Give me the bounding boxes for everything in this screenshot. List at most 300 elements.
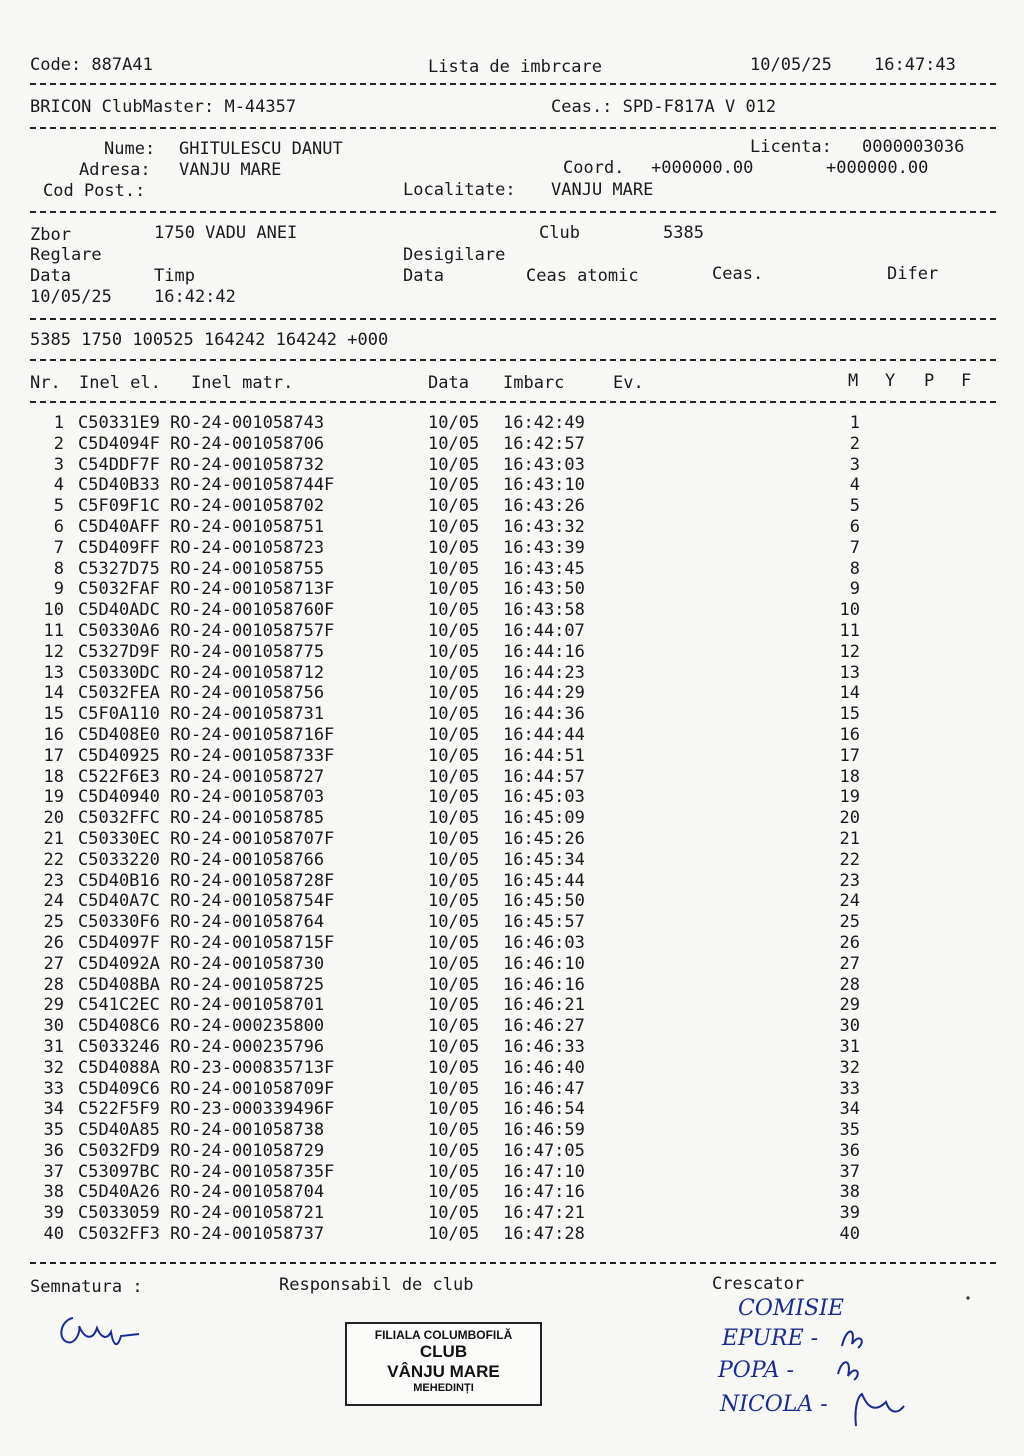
row-data: 10/05	[428, 1161, 480, 1182]
row-m: 21	[839, 828, 860, 849]
row-imbarc: 16:46:33	[503, 1036, 585, 1057]
row-inel-el: C50330F6 RO	[78, 912, 191, 933]
localitate-value: VANJU MARE	[551, 180, 654, 200]
table-row	[30, 704, 996, 725]
table-row	[30, 725, 996, 746]
table-row	[30, 621, 996, 642]
row-data: 10/05	[428, 516, 480, 537]
row-nr: 12	[43, 641, 64, 662]
row-data: 10/05	[428, 1203, 480, 1224]
row-inel-matr: -24-001058730	[191, 953, 325, 974]
coord-x: +000000.00	[651, 158, 754, 178]
row-data: 10/05	[428, 808, 480, 829]
row-imbarc: 16:44:23	[503, 662, 585, 683]
row-nr: 25	[43, 912, 64, 933]
row-inel-el: C50330A6 RO	[78, 620, 191, 641]
col-data: Data	[428, 373, 469, 393]
row-inel-matr: -24-001058707F	[191, 828, 335, 849]
row-data: 10/05	[428, 620, 480, 641]
timp-label: Timp	[154, 266, 195, 286]
row-m: 26	[839, 932, 860, 953]
row-inel-matr: -24-001058727	[191, 766, 325, 787]
difer-label: Difer	[887, 264, 939, 284]
row-nr: 27	[43, 953, 64, 974]
row-inel-matr: -24-001058716F	[191, 724, 335, 745]
row-m: 15	[839, 704, 860, 725]
header-time: 16:47:43	[874, 55, 956, 75]
row-m: 11	[839, 620, 860, 641]
row-m: 6	[849, 516, 860, 537]
row-m: 8	[849, 558, 860, 579]
row-m: 14	[839, 683, 860, 704]
table-row	[30, 912, 996, 933]
signature-scribble	[55, 1310, 145, 1355]
table-row	[30, 1203, 996, 1224]
separator	[30, 318, 996, 320]
row-data: 10/05	[428, 683, 480, 704]
row-nr: 14	[43, 683, 64, 704]
row-inel-el: C5D40A7C RO	[78, 891, 191, 912]
row-imbarc: 16:44:07	[503, 620, 585, 641]
row-nr: 30	[43, 1016, 64, 1037]
row-data: 10/05	[428, 828, 480, 849]
col-inel-matr: Inel matr.	[191, 373, 294, 393]
row-inel-matr: -24-001058733F	[191, 745, 335, 766]
row-imbarc: 16:43:58	[503, 600, 585, 621]
row-m: 13	[839, 662, 860, 683]
row-imbarc: 16:42:49	[503, 413, 585, 433]
row-imbarc: 16:43:10	[503, 475, 585, 496]
row-imbarc: 16:45:44	[503, 870, 585, 891]
row-nr: 31	[43, 1036, 64, 1057]
row-inel-matr: -24-001058775	[191, 641, 325, 662]
row-inel-el: C5D4097F RO	[78, 932, 191, 953]
reglare-data: 10/05/25	[30, 287, 112, 307]
table-row	[30, 746, 996, 767]
row-nr: 16	[43, 724, 64, 745]
row-data: 10/05	[428, 870, 480, 891]
row-m: 3	[849, 454, 860, 475]
adresa-value: VANJU MARE	[179, 160, 282, 180]
row-imbarc: 16:47:05	[503, 1140, 585, 1161]
table-row	[30, 434, 996, 455]
row-imbarc: 16:43:32	[503, 516, 585, 537]
row-data: 10/05	[428, 475, 480, 496]
row-inel-el: C5033059 RO	[78, 1203, 191, 1224]
row-m: 25	[839, 912, 860, 933]
row-data: 10/05	[428, 891, 480, 912]
table-row	[30, 600, 996, 621]
row-nr: 33	[43, 1078, 64, 1099]
separator	[30, 211, 996, 213]
row-inel-matr: -24-001058712	[191, 662, 325, 683]
row-inel-el: C5F09F1C RO	[78, 496, 191, 517]
row-m: 20	[839, 808, 860, 829]
row-inel-el: C5D40940 RO	[78, 787, 191, 808]
row-data: 10/05	[428, 1057, 480, 1078]
data-label: Data	[30, 266, 71, 286]
row-imbarc: 16:43:03	[503, 454, 585, 475]
row-inel-el: C53097BC RO	[78, 1161, 191, 1182]
coord-y: +000000.00	[826, 158, 929, 178]
table-row	[30, 1224, 996, 1245]
row-inel-el: C50331E9 RO	[78, 413, 191, 433]
row-inel-matr: -24-001058715F	[191, 932, 335, 953]
row-nr: 34	[43, 1099, 64, 1120]
col-y: Y	[885, 371, 896, 391]
row-imbarc: 16:45:03	[503, 787, 585, 808]
row-imbarc: 16:47:16	[503, 1182, 585, 1203]
row-inel-matr: -24-001058744F	[191, 475, 335, 496]
table-row	[30, 455, 996, 476]
row-inel-matr: -24-001058766	[191, 849, 325, 870]
row-m: 5	[849, 496, 860, 517]
row-data: 10/05	[428, 1140, 480, 1161]
row-m: 27	[839, 953, 860, 974]
row-imbarc: 16:46:47	[503, 1078, 585, 1099]
row-inel-matr: -23-000835713F	[191, 1057, 335, 1078]
row-nr: 21	[43, 828, 64, 849]
row-inel-matr: -24-001058757F	[191, 620, 335, 641]
club-label: Club	[539, 223, 580, 243]
row-imbarc: 16:44:16	[503, 641, 585, 662]
row-data: 10/05	[428, 724, 480, 745]
handwritten-popa: POPA -	[718, 1358, 794, 1383]
row-inel-el: C522F6E3 RO	[78, 766, 191, 787]
localitate-label: Localitate:	[403, 180, 516, 200]
row-inel-matr: -24-001058702	[191, 496, 325, 517]
row-nr: 4	[53, 475, 64, 496]
row-data: 10/05	[428, 558, 480, 579]
reglare-label: Reglare	[30, 245, 102, 265]
row-data: 10/05	[428, 932, 480, 953]
row-imbarc: 16:44:44	[503, 724, 585, 745]
row-data: 10/05	[428, 433, 480, 454]
row-data: 10/05	[428, 995, 480, 1016]
row-inel-el: C5D408C6 RO	[78, 1016, 191, 1037]
row-imbarc: 16:45:26	[503, 828, 585, 849]
table-row	[30, 642, 996, 663]
row-inel-matr: -24-001058709F	[191, 1078, 335, 1099]
col-f: F	[961, 371, 972, 391]
row-nr: 32	[43, 1057, 64, 1078]
row-m: 19	[839, 787, 860, 808]
row-inel-matr: -24-001058701	[191, 995, 325, 1016]
row-data: 10/05	[428, 704, 480, 725]
row-inel-el: C5033220 RO	[78, 849, 191, 870]
row-data: 10/05	[428, 1078, 480, 1099]
col-m: M	[848, 371, 859, 391]
code-label: Code: 887A41	[30, 55, 153, 75]
row-imbarc: 16:44:36	[503, 704, 585, 725]
row-inel-matr: -24-001058756	[191, 683, 325, 704]
zbor-value: 1750 VADU ANEI	[154, 223, 298, 243]
row-inel-matr: -24-001058751	[191, 516, 325, 537]
row-nr: 24	[43, 891, 64, 912]
arrival-list	[30, 413, 996, 1245]
row-data: 10/05	[428, 1016, 480, 1037]
row-m: 4	[849, 475, 860, 496]
row-nr: 23	[43, 870, 64, 891]
row-nr: 40	[43, 1224, 64, 1245]
row-inel-el: C5032FEA RO	[78, 683, 191, 704]
row-inel-matr: -23-000339496F	[191, 1099, 335, 1120]
adresa-label: Adresa:	[79, 160, 151, 180]
row-inel-matr: -24-001058723	[191, 537, 325, 558]
row-inel-matr: -24-001058785	[191, 808, 325, 829]
row-imbarc: 16:46:54	[503, 1099, 585, 1120]
table-row	[30, 559, 996, 580]
row-data: 10/05	[428, 1036, 480, 1057]
row-inel-matr: -24-001058706	[191, 433, 325, 454]
club-value: 5385	[663, 223, 704, 243]
row-inel-matr: -24-000235796	[191, 1036, 325, 1057]
row-imbarc: 16:46:27	[503, 1016, 585, 1037]
table-row	[30, 683, 996, 704]
row-m: 40	[839, 1224, 860, 1245]
row-nr: 3	[53, 454, 64, 475]
ceas-atomic-label: Ceas atomic	[526, 266, 639, 286]
row-imbarc: 16:44:29	[503, 683, 585, 704]
row-nr: 29	[43, 995, 64, 1016]
row-inel-matr: -24-001058731	[191, 704, 325, 725]
row-nr: 9	[53, 579, 64, 600]
table-row	[30, 579, 996, 600]
row-nr: 37	[43, 1161, 64, 1182]
row-data: 10/05	[428, 974, 480, 995]
row-inel-el: C5D408E0 RO	[78, 724, 191, 745]
row-inel-el: C522F5F9 RO	[78, 1099, 191, 1120]
row-m: 35	[839, 1120, 860, 1141]
col-nr: Nr.	[30, 373, 61, 393]
row-imbarc: 16:45:34	[503, 849, 585, 870]
row-data: 10/05	[428, 766, 480, 787]
row-nr: 35	[43, 1120, 64, 1141]
row-inel-el: C5F0A110 RO	[78, 704, 191, 725]
row-data: 10/05	[428, 1224, 480, 1245]
club-stamp	[345, 1322, 542, 1406]
row-imbarc: 16:43:26	[503, 496, 585, 517]
row-data: 10/05	[428, 537, 480, 558]
row-imbarc: 16:46:59	[503, 1120, 585, 1141]
row-imbarc: 16:46:40	[503, 1057, 585, 1078]
row-imbarc: 16:45:57	[503, 912, 585, 933]
table-row	[30, 1120, 996, 1141]
col-inel-el: Inel el.	[79, 373, 161, 393]
handwritten-epure: EPURE -	[722, 1326, 819, 1351]
row-inel-el: C5D409FF RO	[78, 537, 191, 558]
row-m: 16	[839, 724, 860, 745]
row-inel-matr: -24-001058713F	[191, 579, 335, 600]
table-row	[30, 413, 996, 434]
row-m: 10	[839, 600, 860, 621]
row-m: 32	[839, 1057, 860, 1078]
table-row	[30, 808, 996, 829]
row-nr: 26	[43, 932, 64, 953]
row-imbarc: 16:43:45	[503, 558, 585, 579]
row-imbarc: 16:44:51	[503, 745, 585, 766]
row-nr: 20	[43, 808, 64, 829]
row-nr: 28	[43, 974, 64, 995]
licenta-label: Licenta:	[750, 137, 832, 157]
row-nr: 8	[53, 558, 64, 579]
row-imbarc: 16:45:50	[503, 891, 585, 912]
row-data: 10/05	[428, 1120, 480, 1141]
col-p: P	[924, 371, 935, 391]
table-row	[30, 787, 996, 808]
row-inel-el: C5327D75 RO	[78, 558, 191, 579]
row-inel-el: C5D4088A RO	[78, 1057, 191, 1078]
row-nr: 5	[53, 496, 64, 517]
row-data: 10/05	[428, 662, 480, 683]
row-inel-matr: -24-001058735F	[191, 1161, 335, 1182]
row-inel-matr: -24-001058754F	[191, 891, 335, 912]
row-nr: 13	[43, 662, 64, 683]
table-row	[30, 1099, 996, 1120]
row-nr: 1	[53, 413, 64, 433]
row-nr: 36	[43, 1140, 64, 1161]
handwritten-comisie: COMISIE	[738, 1296, 844, 1321]
row-inel-matr: -24-001058703	[191, 787, 325, 808]
crescator-label: Crescator	[712, 1274, 805, 1294]
col-ev: Ev.	[613, 373, 644, 393]
row-inel-el: C50330DC RO	[78, 662, 191, 683]
table-row	[30, 475, 996, 496]
row-inel-el: C5D409C6 RO	[78, 1078, 191, 1099]
row-inel-el: C50330EC RO	[78, 828, 191, 849]
separator	[30, 1262, 996, 1264]
clock-id: Ceas.: SPD-F817A V 012	[551, 97, 777, 117]
row-m: 39	[839, 1203, 860, 1224]
row-data: 10/05	[428, 579, 480, 600]
row-nr: 39	[43, 1203, 64, 1224]
row-data: 10/05	[428, 413, 480, 433]
row-imbarc: 16:47:21	[503, 1203, 585, 1224]
table-row	[30, 1079, 996, 1100]
table-row	[30, 1016, 996, 1037]
row-m: 34	[839, 1099, 860, 1120]
row-m: 29	[839, 995, 860, 1016]
handwritten-nicola: NICOLA -	[720, 1392, 828, 1417]
row-nr: 19	[43, 787, 64, 808]
separator	[30, 127, 996, 129]
row-inel-matr: -24-001058737	[191, 1224, 325, 1245]
row-m: 38	[839, 1182, 860, 1203]
ink-dot	[964, 1294, 972, 1302]
separator	[30, 401, 996, 403]
stamp-line-2: CLUB	[419, 1342, 468, 1361]
row-inel-matr: -24-001058743	[191, 413, 325, 433]
clubmaster-id: BRICON ClubMaster: M-44357	[30, 97, 297, 117]
row-nr: 17	[43, 745, 64, 766]
row-data: 10/05	[428, 953, 480, 974]
row-inel-el: C541C2EC RO	[78, 995, 191, 1016]
row-imbarc: 16:43:39	[503, 537, 585, 558]
row-imbarc: 16:42:57	[503, 433, 585, 454]
row-nr: 15	[43, 704, 64, 725]
row-m: 12	[839, 641, 860, 662]
stamp-line-1: FILIALA COLUMBOFILĂ	[374, 1328, 513, 1342]
document-title: Lista de imbrcare	[428, 57, 602, 77]
coord-label: Coord.	[563, 158, 625, 178]
row-m: 33	[839, 1078, 860, 1099]
row-data: 10/05	[428, 745, 480, 766]
table-row	[30, 850, 996, 871]
desigilare-data-label: Data	[403, 266, 444, 286]
row-inel-matr: -24-001058704	[191, 1182, 325, 1203]
row-nr: 38	[43, 1182, 64, 1203]
row-m: 36	[839, 1140, 860, 1161]
row-imbarc: 16:47:28	[503, 1224, 585, 1245]
row-imbarc: 16:44:57	[503, 766, 585, 787]
row-inel-matr: -24-001058760F	[191, 600, 335, 621]
table-row	[30, 933, 996, 954]
row-inel-el: C5D40AFF RO	[78, 516, 191, 537]
reglare-timp: 16:42:42	[154, 287, 236, 307]
licenta-value: 0000003036	[862, 137, 965, 157]
row-inel-matr: -24-001058721	[191, 1203, 325, 1224]
row-data: 10/05	[428, 1099, 480, 1120]
row-inel-el: C54DDF7F RO	[78, 454, 191, 475]
row-data: 10/05	[428, 912, 480, 933]
row-inel-el: C5327D9F RO	[78, 641, 191, 662]
col-imbarc: Imbarc	[503, 373, 565, 393]
table-row	[30, 1037, 996, 1058]
row-inel-matr: -24-001058728F	[191, 870, 335, 891]
row-m: 23	[839, 870, 860, 891]
desigilare-label: Desigilare	[403, 245, 506, 265]
row-nr: 6	[53, 516, 64, 537]
table-row	[30, 517, 996, 538]
row-nr: 18	[43, 766, 64, 787]
table-row	[30, 1182, 996, 1203]
row-inel-matr: -24-001058729	[191, 1140, 325, 1161]
row-m: 22	[839, 849, 860, 870]
separator	[30, 359, 996, 361]
row-inel-matr: -24-001058755	[191, 558, 325, 579]
owner-name: GHITULESCU DANUT	[179, 139, 343, 159]
table-row	[30, 954, 996, 975]
row-inel-el: C5D408BA RO	[78, 974, 191, 995]
table-row	[30, 975, 996, 996]
row-inel-el: C5D4094F RO	[78, 433, 191, 454]
row-data: 10/05	[428, 454, 480, 475]
ceas-label: Ceas.	[712, 264, 764, 284]
row-imbarc: 16:45:09	[503, 808, 585, 829]
row-inel-el: C5032FAF RO	[78, 579, 191, 600]
row-imbarc: 16:46:10	[503, 953, 585, 974]
row-imbarc: 16:46:21	[503, 995, 585, 1016]
row-nr: 7	[53, 537, 64, 558]
table-row	[30, 871, 996, 892]
row-data: 10/05	[428, 496, 480, 517]
row-m: 30	[839, 1016, 860, 1037]
table-row	[30, 1141, 996, 1162]
row-inel-matr: -24-001058764	[191, 912, 325, 933]
row-inel-el: C5032FFC RO	[78, 808, 191, 829]
row-data: 10/05	[428, 600, 480, 621]
table-row	[30, 995, 996, 1016]
row-nr: 11	[43, 620, 64, 641]
row-data: 10/05	[428, 1182, 480, 1203]
initials-scribble	[830, 1318, 920, 1428]
header-date: 10/05/25	[750, 55, 832, 75]
row-inel-el: C5D40925 RO	[78, 745, 191, 766]
table-row	[30, 1162, 996, 1183]
row-imbarc: 16:43:50	[503, 579, 585, 600]
row-data: 10/05	[428, 849, 480, 870]
row-inel-el: C5033246 RO	[78, 1036, 191, 1057]
